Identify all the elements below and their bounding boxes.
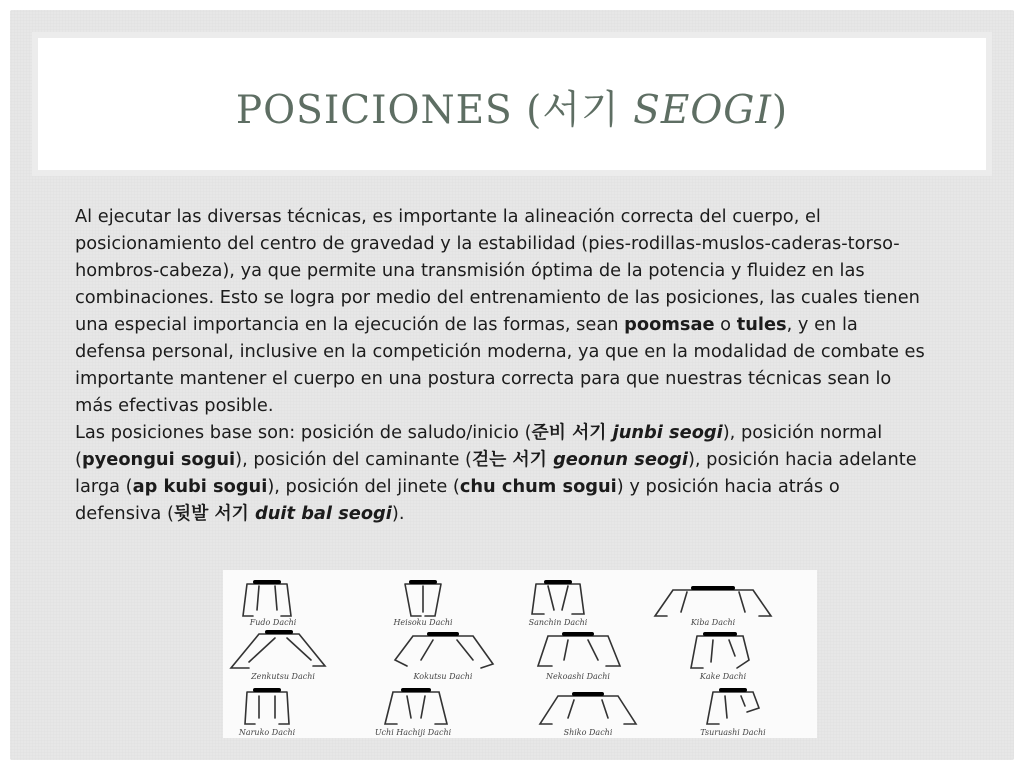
p1-end: , y en la defensa personal, inclusive en la competición moderna, ya que en la modalidad de combate es importante mantener el cuerpo en una postura correcta para que nuestras técnicas sean lo más efectivas posible.: [75, 314, 925, 416]
p1-bold-tules: tules: [736, 314, 787, 335]
stances-drawing: [223, 570, 817, 738]
p2-b6: 뒷발 서기: [173, 503, 249, 524]
p2-bi1: junbi seogi: [606, 422, 723, 443]
p2-b2: pyeongui sogui: [81, 449, 236, 470]
caption-1: Fudo Dachi: [249, 618, 297, 627]
p1-text: Al ejecutar las diversas técnicas, es importante la alineación correcta del cuerpo, el posicionamiento del centro de gravedad y la estabilidad (pies-rodillas-muslos-caderas-torso-hombros-cabeza), ya que permite una transmisión óptima de la potencia y fluidez en las combinaciones. Esto se logra por medio del entrenamiento de las posiciones, las cuales tienen una especial importancia en la ejecución de las formas, sean: [75, 206, 920, 335]
title-box: [32, 32, 992, 176]
p2-t6: ) y posición hacia atrás o defensiva (: [75, 476, 840, 524]
p2-bi6: duit bal seogi: [248, 503, 392, 524]
caption-5: Zenkutsu Dachi: [251, 672, 315, 681]
caption-6: Kokutsu Dachi: [413, 672, 473, 681]
caption-8: Kake Dachi: [699, 672, 747, 681]
p2-b4: ap kubi sogui: [132, 476, 268, 497]
slide-title: [32, 88, 992, 135]
caption-7: Nekoashi Dachi: [546, 672, 610, 681]
stances-illustration: [223, 570, 817, 738]
caption-2: Heisoku Dachi: [393, 618, 453, 627]
p2-b3: 걷는 서기: [471, 449, 547, 470]
p2-bi3: geonun seogi: [546, 449, 688, 470]
paragraph-2: [75, 419, 925, 527]
caption-4: Kiba Dachi: [690, 618, 736, 627]
p2-b1: 준비 서기: [531, 422, 607, 443]
title-italic: SEOGI: [633, 88, 772, 133]
p1-o: o: [714, 314, 737, 335]
caption-3: Sanchin Dachi: [528, 618, 588, 627]
slide: [10, 10, 1014, 760]
p2-t4: ), posición hacia adelante larga (: [75, 449, 917, 497]
title-part2: ): [771, 88, 789, 133]
title-part1: POSICIONES (서기: [235, 88, 634, 133]
p2-t1: Las posiciones base son: posición de saludo/inicio (: [75, 422, 532, 443]
p2-t2: ), posición normal (: [75, 422, 883, 470]
caption-9: Naruko Dachi: [238, 728, 296, 737]
p2-t7: ).: [391, 503, 405, 524]
p1-bold-poomsae: poomsae: [624, 314, 715, 335]
caption-10: Uchi Hachiji Dachi: [374, 728, 452, 737]
caption-11: Shiko Dachi: [563, 728, 613, 737]
p2-t3: ), posición del caminante (: [235, 449, 472, 470]
caption-12: Tsuruashi Dachi: [700, 728, 766, 737]
p2-t5: ), posición del jinete (: [267, 476, 460, 497]
paragraph-1: [75, 203, 925, 419]
p2-b5: chu chum sogui: [459, 476, 617, 497]
body-text: [75, 203, 925, 527]
